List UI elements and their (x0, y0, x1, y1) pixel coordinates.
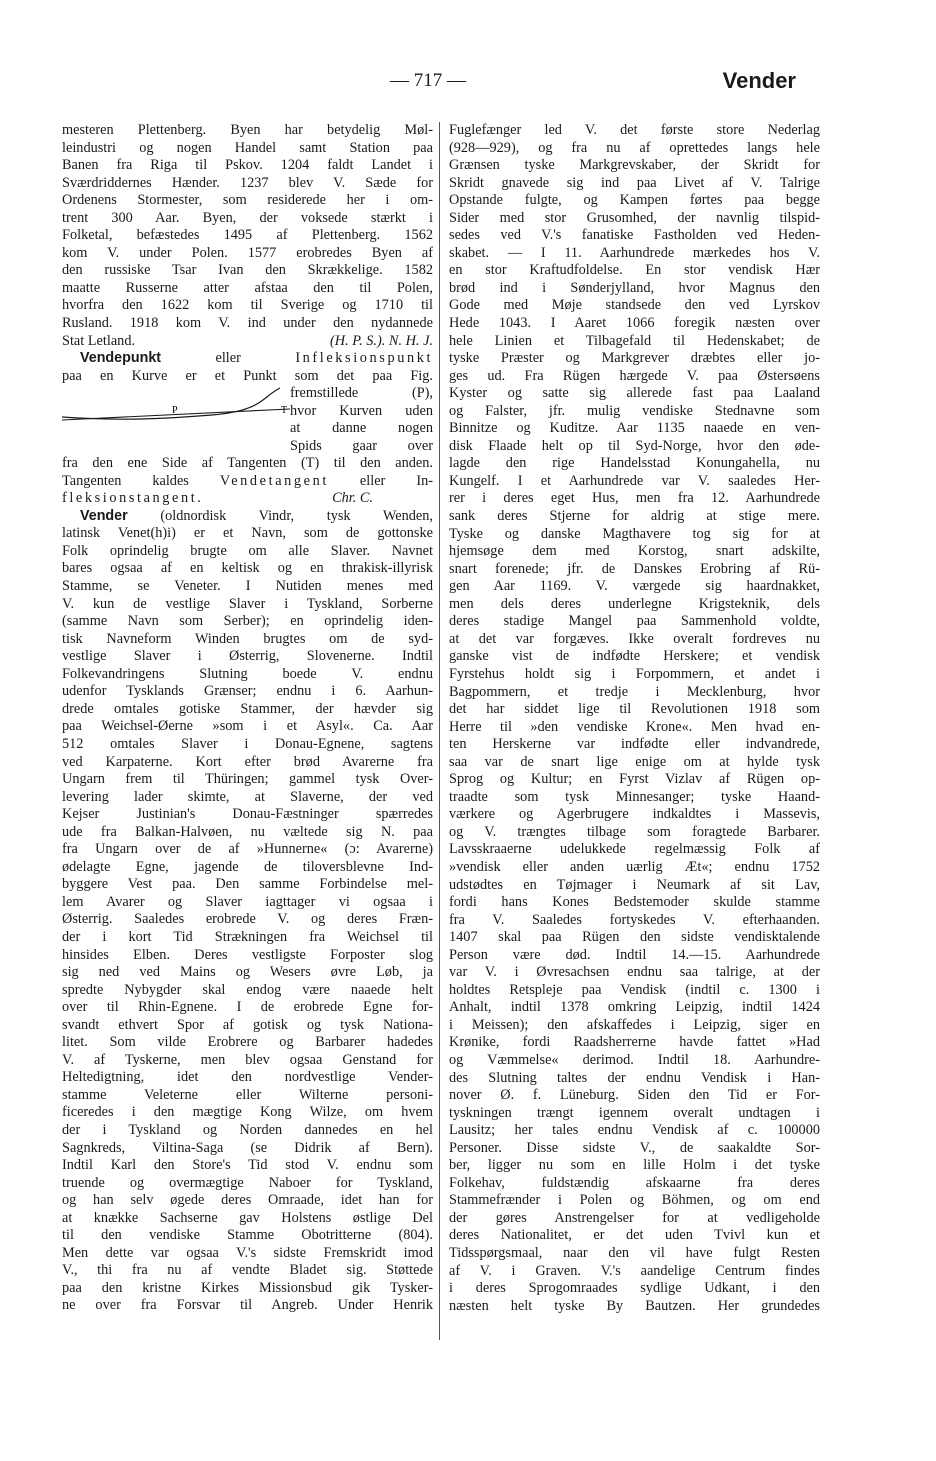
text-line: snart forenede; jfr. de Danskes Erobring af Rü- (449, 560, 820, 577)
text-line: trent 300 Aar. Byen, der voksede stærkt i (62, 209, 433, 226)
text-line: hvor Kurven uden (290, 402, 433, 419)
text-line: deres Nationalitet, er det uden Tvivl kun et (449, 1227, 820, 1244)
text-line: hinsides Elben. Deres vestligste Forposter slog (62, 946, 433, 963)
text-line: hele Linien et Tilbagefald til Hedenskabet; de (449, 332, 820, 349)
text-line: stamme Veleterne eller Wilterne personi- (62, 1086, 433, 1103)
text-line: saa var de snart lige enige om at hylde tysk (449, 753, 820, 770)
text-line: hvorfra den 1622 kom til Sverige og 1710 til (62, 297, 433, 314)
text-line: nover Ø. f. Lüneburg. Siden den Tid er For- (449, 1087, 820, 1104)
text-line: Rusland. 1918 kom V. ind under den nydannede (62, 315, 433, 332)
text-line: den russiske Tsar Ivan den Skrækkelige. 1582 (62, 262, 433, 279)
text-line: Tidsspørgsmaal, naar den vil have fulgt Resten (449, 1245, 820, 1261)
text-line: fra V. Saaledes fortyskedes V. efterhaanden. (449, 911, 820, 928)
text-line: ficeredes i den mægtige Kong Wilze, om hvem (62, 1104, 433, 1121)
text-line: udenfor Tysklands Grænser; endnu i 6. Aarhun- (62, 683, 433, 700)
text-line: Lavsskraaerne udelukkede regelmæssig Folk af (449, 841, 820, 858)
text-line: ges ud. Fra Rügen hærgede V. paa Østersøens (449, 367, 820, 384)
text-line: kom V. under Polen. 1577 erobredes Byen af (62, 244, 433, 261)
text-line: der i kort Tid Strækningen fra Weichsel til (62, 928, 433, 945)
text-line: og han selv øgede deres Omraade, idet han for (62, 1192, 433, 1209)
text-line: leindustri og nogen Handel samt Station paa (62, 139, 433, 156)
text-line: værkere og Agerbrugere indkaldtes i Massevis, (449, 806, 820, 823)
text-line: truende og overmægtige Naboer for Tyskland, (62, 1174, 433, 1191)
text-line: V., thi fra nu af vendte Bladet sig. Støttede (62, 1262, 433, 1279)
page-header (60, 70, 796, 94)
text-line: (928—929), og fra nu af oprettedes langs hele (449, 139, 820, 156)
text-line: vestlige Slaver i Østerrig, Slovenerne. Indtil (62, 648, 433, 665)
text-line: Herre til »den vendiske Krone«. Men hvad en- (449, 718, 820, 735)
running-head: Vender (722, 68, 796, 93)
text-line: Sider med stor Grusomhed, der navnlig tilspid- (449, 209, 820, 226)
text-line: Folketal, befæstedes 1495 af Plettenberg. 1562 (62, 227, 433, 244)
text-line: Folkevandringens Slutning boede V. endnu (62, 665, 433, 682)
text-line: 1407 skal paa Rügen den sidste vendisktalende (449, 929, 820, 946)
text-line: Stat Letland. (H. P. S.). N. H. J. (62, 332, 433, 349)
text-line: var V. i Øvresachsen endnu saa talrige, at der (449, 964, 820, 981)
text-line: ude fra Balkan-Halvøen, nu væltede sig N. paa (62, 823, 433, 840)
text-line: og V. trængtes tilbage som foragtede Barbarer. (449, 823, 820, 840)
text-line: Skridt gnavede sig ind paa Livet af V. Talrige (449, 174, 820, 191)
text-line: der i Tyskland og Norden dannedes en hel (62, 1121, 433, 1138)
text-line: litet. Som vilde Erobrere og Barbarer hadedes (62, 1034, 433, 1051)
text-line: Indtil Karl den Store's Tid stod V. endnu som (62, 1157, 433, 1174)
text-line: Vendepunkt eller Infleksionspunkt (80, 350, 433, 367)
text-line: brød ind i Sønderjylland, hvor Magnus den (449, 279, 820, 296)
inflection-figure (62, 385, 290, 455)
text-line: der gøres Anstrengelser for at vedligeholde (449, 1209, 820, 1226)
text-line: ødelagte Egne, jagende de tiloversblevne Ind- (62, 858, 433, 875)
text-line: mesteren Plettenberg. Byen har betydelig Møl- (62, 122, 433, 138)
text-line: Hede 1043. I Aaret 1066 foregik næsten over (449, 315, 820, 332)
text-line: Kungelf. I et Aarhundrede var V. saaledes Her- (449, 472, 820, 489)
entry-headword: Vendepunkt (80, 350, 162, 367)
text-line: paa en Kurve er et Punkt som det paa Fig. (62, 367, 433, 384)
text-line: over til Rhin-Egnene. I de erobrede Egne for- (62, 999, 433, 1016)
point-label: P (172, 405, 178, 417)
text-line: sank deres Stjerne for aldrig at stige mere. (449, 508, 820, 525)
text-line: Kejser Justinian's Donau-Fæstninger spærredes (62, 806, 433, 823)
text-line: til den vendiske Stamme Obotritterne (804). (62, 1227, 433, 1244)
author-signature: Chr. C. (332, 490, 373, 507)
figure-wrap-text (290, 385, 433, 455)
text-line: Kyster og satte sig allerede fast paa Laaland (449, 385, 820, 402)
text-line: Ungarn frem til Thüringen; gammel tysk Over- (62, 771, 433, 788)
text-line: Binnitze og Kuditze. Aar 1135 naaede en ven- (449, 420, 820, 437)
text-line: »vendisk eller anden uærlig Æt«; endnu 1752 (449, 858, 820, 875)
text-line: ved Karpaterne. Kort efter brød Avarerne fra (62, 753, 433, 770)
author-signature: (H. P. S.). N. H. J. (330, 332, 433, 349)
text-line: Opstande fulgte, og Kampen førtes paa begge (449, 192, 820, 209)
text-line: hjemsøge dem med Korstog, snart adskilte, (449, 543, 820, 560)
text-line: skabet. — I 11. Aarhundrede mærkedes hos V. (449, 244, 820, 261)
text-line: holdtes Retspleje paa Vendisk (indtil c. 1300 i (449, 981, 820, 998)
text-line: Spids gaar over (290, 437, 433, 454)
text-line: sig ned ved Mains og Wesers øvre Løb, ja (62, 964, 433, 981)
text-line: rer i deres eget Hus, men fra 12. Aarhundrede (449, 490, 820, 507)
inflection-curve-diagram (62, 385, 290, 455)
text-line: Fuglefænger led V. det første store Nederlag (449, 122, 820, 138)
text-line: Sprog og Kultur; en Fyrst Vizlav af Rügen op- (449, 771, 820, 788)
plettenberg-paragraph (62, 122, 433, 350)
text-line: en stor Kraftudfoldelse. En stor vendisk Hær (449, 262, 820, 279)
text-line: 512 omtales Slaver i Donau-Egnene, sagtens (62, 735, 433, 752)
page-number: — 717 — (390, 70, 466, 91)
text-line: Personer. Disse sidste V., de saakaldte Sor- (449, 1139, 820, 1156)
text-line: Lausitz; her tales endnu Vendisk af c. 100000 (449, 1122, 820, 1139)
text-line: traadte som tysk Minnesanger; tyske Haand- (449, 788, 820, 805)
text-line: Men dette var ogsaa V.'s sidste Fremskridt imod (62, 1244, 433, 1261)
text-line: spredte Nybygder skal endog være naaede helt (62, 981, 433, 998)
text-line: fleksionstangent. Chr. C. (62, 490, 373, 507)
text-line: ganske vist de indfødte Herskere; et vendisk (449, 648, 820, 665)
text-line: det har siddet lige til Revolutionen 1918 som (449, 701, 820, 718)
text-line: Folkehav, fuldstændig afskaarne fra deres (449, 1174, 820, 1191)
text-line: svandt ethvert Spor af gotisk og tysk Nationa- (62, 1016, 433, 1033)
text-line: Grænsen tyske Markgrevskaber, der Skridt for (449, 157, 820, 174)
text-line: fra Ungarn over de af »Hunnerne« (ɔ: Avarerne) (62, 841, 433, 858)
text-line: i Meissen); den afskaffedes i Leipzig, siger en (449, 1016, 820, 1033)
text-line: byggere Vest paa. Den samme Forbindelse mel- (62, 876, 433, 893)
text-line: latinsk Venet(h)i) er et Navn, som de gottonske (62, 525, 433, 542)
text-line: fra den ene Side af Tangenten (T) til den anden. (62, 455, 433, 472)
text-line: men dels deres underlegne Krigsteknik, dels (449, 595, 820, 612)
text-line: ne over fra Forsvar til Angreb. Under Henrik (62, 1297, 433, 1314)
text-line: paa Weichsel-Øerne »som i et Asyl«. Ca. Aar (62, 718, 433, 735)
text-line: Person være død. Indtil 14.—15. Aarhundrede (449, 946, 820, 963)
text-line: fremstillede (P), (290, 385, 433, 402)
text-line: Østerrig. Saaledes erobrede V. og deres Fræn- (62, 911, 433, 928)
text-line: tyskningen trængt igennem overalt undtagen i (449, 1104, 820, 1121)
text-line: Bagpommern, et tredje i Mecklenburg, hvor (449, 683, 820, 700)
tangent-label: T (281, 405, 288, 417)
text-line: fordi hans Kones Bedstemoder skulde stamme (449, 894, 820, 911)
text-line: Fyrstehus holdt sig i Forpommern, et andet i (449, 665, 820, 682)
text-line: Stamme, se Veneter. I Nutiden menes med (62, 578, 433, 595)
text-line: Krønike, fordi Raadsherrerne havde fattet »Had (449, 1034, 820, 1051)
text-line: ber, ligger nu som en lille Holm i det tyske (449, 1157, 820, 1174)
text-line: Tyske og danske Magthavere tog sig for at (449, 525, 820, 542)
text-line: lagde den rige Handelsstad Konungahella, nu (449, 455, 820, 472)
text-line: (samme Navn som Serber); en oprindelig iden- (62, 613, 433, 630)
text-line: ten Herskerne var indfødte eller indvandrede, (449, 736, 820, 753)
text-line: Vender (oldnordisk Vindr, tysk Wenden, (80, 507, 433, 524)
text-line: Sagnkreds, Viltina-Saga (se Didrik af Bern). (62, 1139, 433, 1156)
text-line: levering lader skimte, at Slaverne, der ved (62, 788, 433, 805)
text-line: Stammefrænder i Polen og Böhmen, og om end (449, 1192, 820, 1209)
text-line: og Væmmelse« derimod. Indtil 18. Aarhundre- (449, 1051, 820, 1068)
text-line: paa den kristne Kirkes Missionsbud gik Tysker- (62, 1279, 433, 1296)
text-line: af V. i Graven. V.'s aandelige Centrum findes (449, 1262, 820, 1279)
text-line: tyske Præster og Markgrever dræbtes eller jo- (449, 350, 820, 367)
text-line: Anhalt, indtil 1378 omkring Leipzig, indtil 1424 (449, 999, 820, 1016)
text-line: drede omtales gotiske Stammer, der hævder sig (62, 700, 433, 717)
text-line: maatte Russerne atter afstaa den til Polen, (62, 279, 433, 296)
left-column (62, 122, 433, 1315)
text-line: deres stadige Mangel paa Sammenhold voldte, (449, 613, 820, 630)
text-line: at danne nogen (290, 420, 433, 437)
entry-headword: Vender (80, 507, 128, 524)
column-divider (439, 122, 440, 1340)
text-line: Tangenten kaldes Vendetangent eller In- (62, 472, 433, 489)
text-line: Heltedigtning, idet den nordvestlige Vender- (62, 1069, 433, 1086)
text-line: Ordenens Stormester, som residerede her i om- (62, 192, 433, 209)
text-line: V. af Tyskerne, men blev ogsaa Genstand for (62, 1051, 433, 1068)
text-line: Banen fra Riga til Pskov. 1204 faldt Landet i (62, 157, 433, 174)
text-line: udstødtes en Tøjmager i Neumark af sit Lav, (449, 876, 820, 893)
vender-entry-continued (449, 122, 820, 1315)
vendepunkt-entry (62, 350, 433, 508)
text-line: Gode med Møje standsede den ved Lyrskov (449, 297, 820, 314)
text-line: disk Flaade helt op til Syd-Norge, hvor den øde- (449, 437, 820, 454)
text-line: lem Avarer og Slaver iagttager vi ogsaa i (62, 893, 433, 910)
figure-row (62, 385, 433, 455)
text-line: sedes ved V.'s fanatiske Fastholden ved Heden- (449, 227, 820, 244)
right-column (449, 122, 820, 1315)
text-line: tisk Navneform Winden brugtes om de syd- (62, 630, 433, 647)
text-line: bares ogsaa af en keltisk og en thrakisk-illyrisk (62, 560, 433, 577)
text-line: at det var forgæves. Ikke overalt fordreves nu (449, 630, 820, 647)
text-line: gen Aar 1169. V. værgede sig haardnakket, (449, 578, 820, 595)
text-line: Folk oprindelig brugte om alle Slaver. Navnet (62, 542, 433, 559)
text-line: næsten helt tyske By Bautzen. Her grundedes (449, 1297, 820, 1314)
text-line: des Slutning taltes der endnu Vendisk i Han- (449, 1069, 820, 1086)
text-line: i deres Sprogomraades sydlige Udkant, i den (449, 1280, 820, 1297)
text-line: at knække Sachserne gav Holstens østlige Del (62, 1209, 433, 1226)
text-line: Sværdriddernes Hænder. 1237 blev V. Sæde for (62, 174, 433, 191)
vender-entry (62, 508, 433, 1315)
text-line: V. kun de vestlige Slaver i Tyskland, Sorberne (62, 595, 433, 612)
text-line: og Falster, jfr. mulig vendiske Stednavne som (449, 402, 820, 419)
